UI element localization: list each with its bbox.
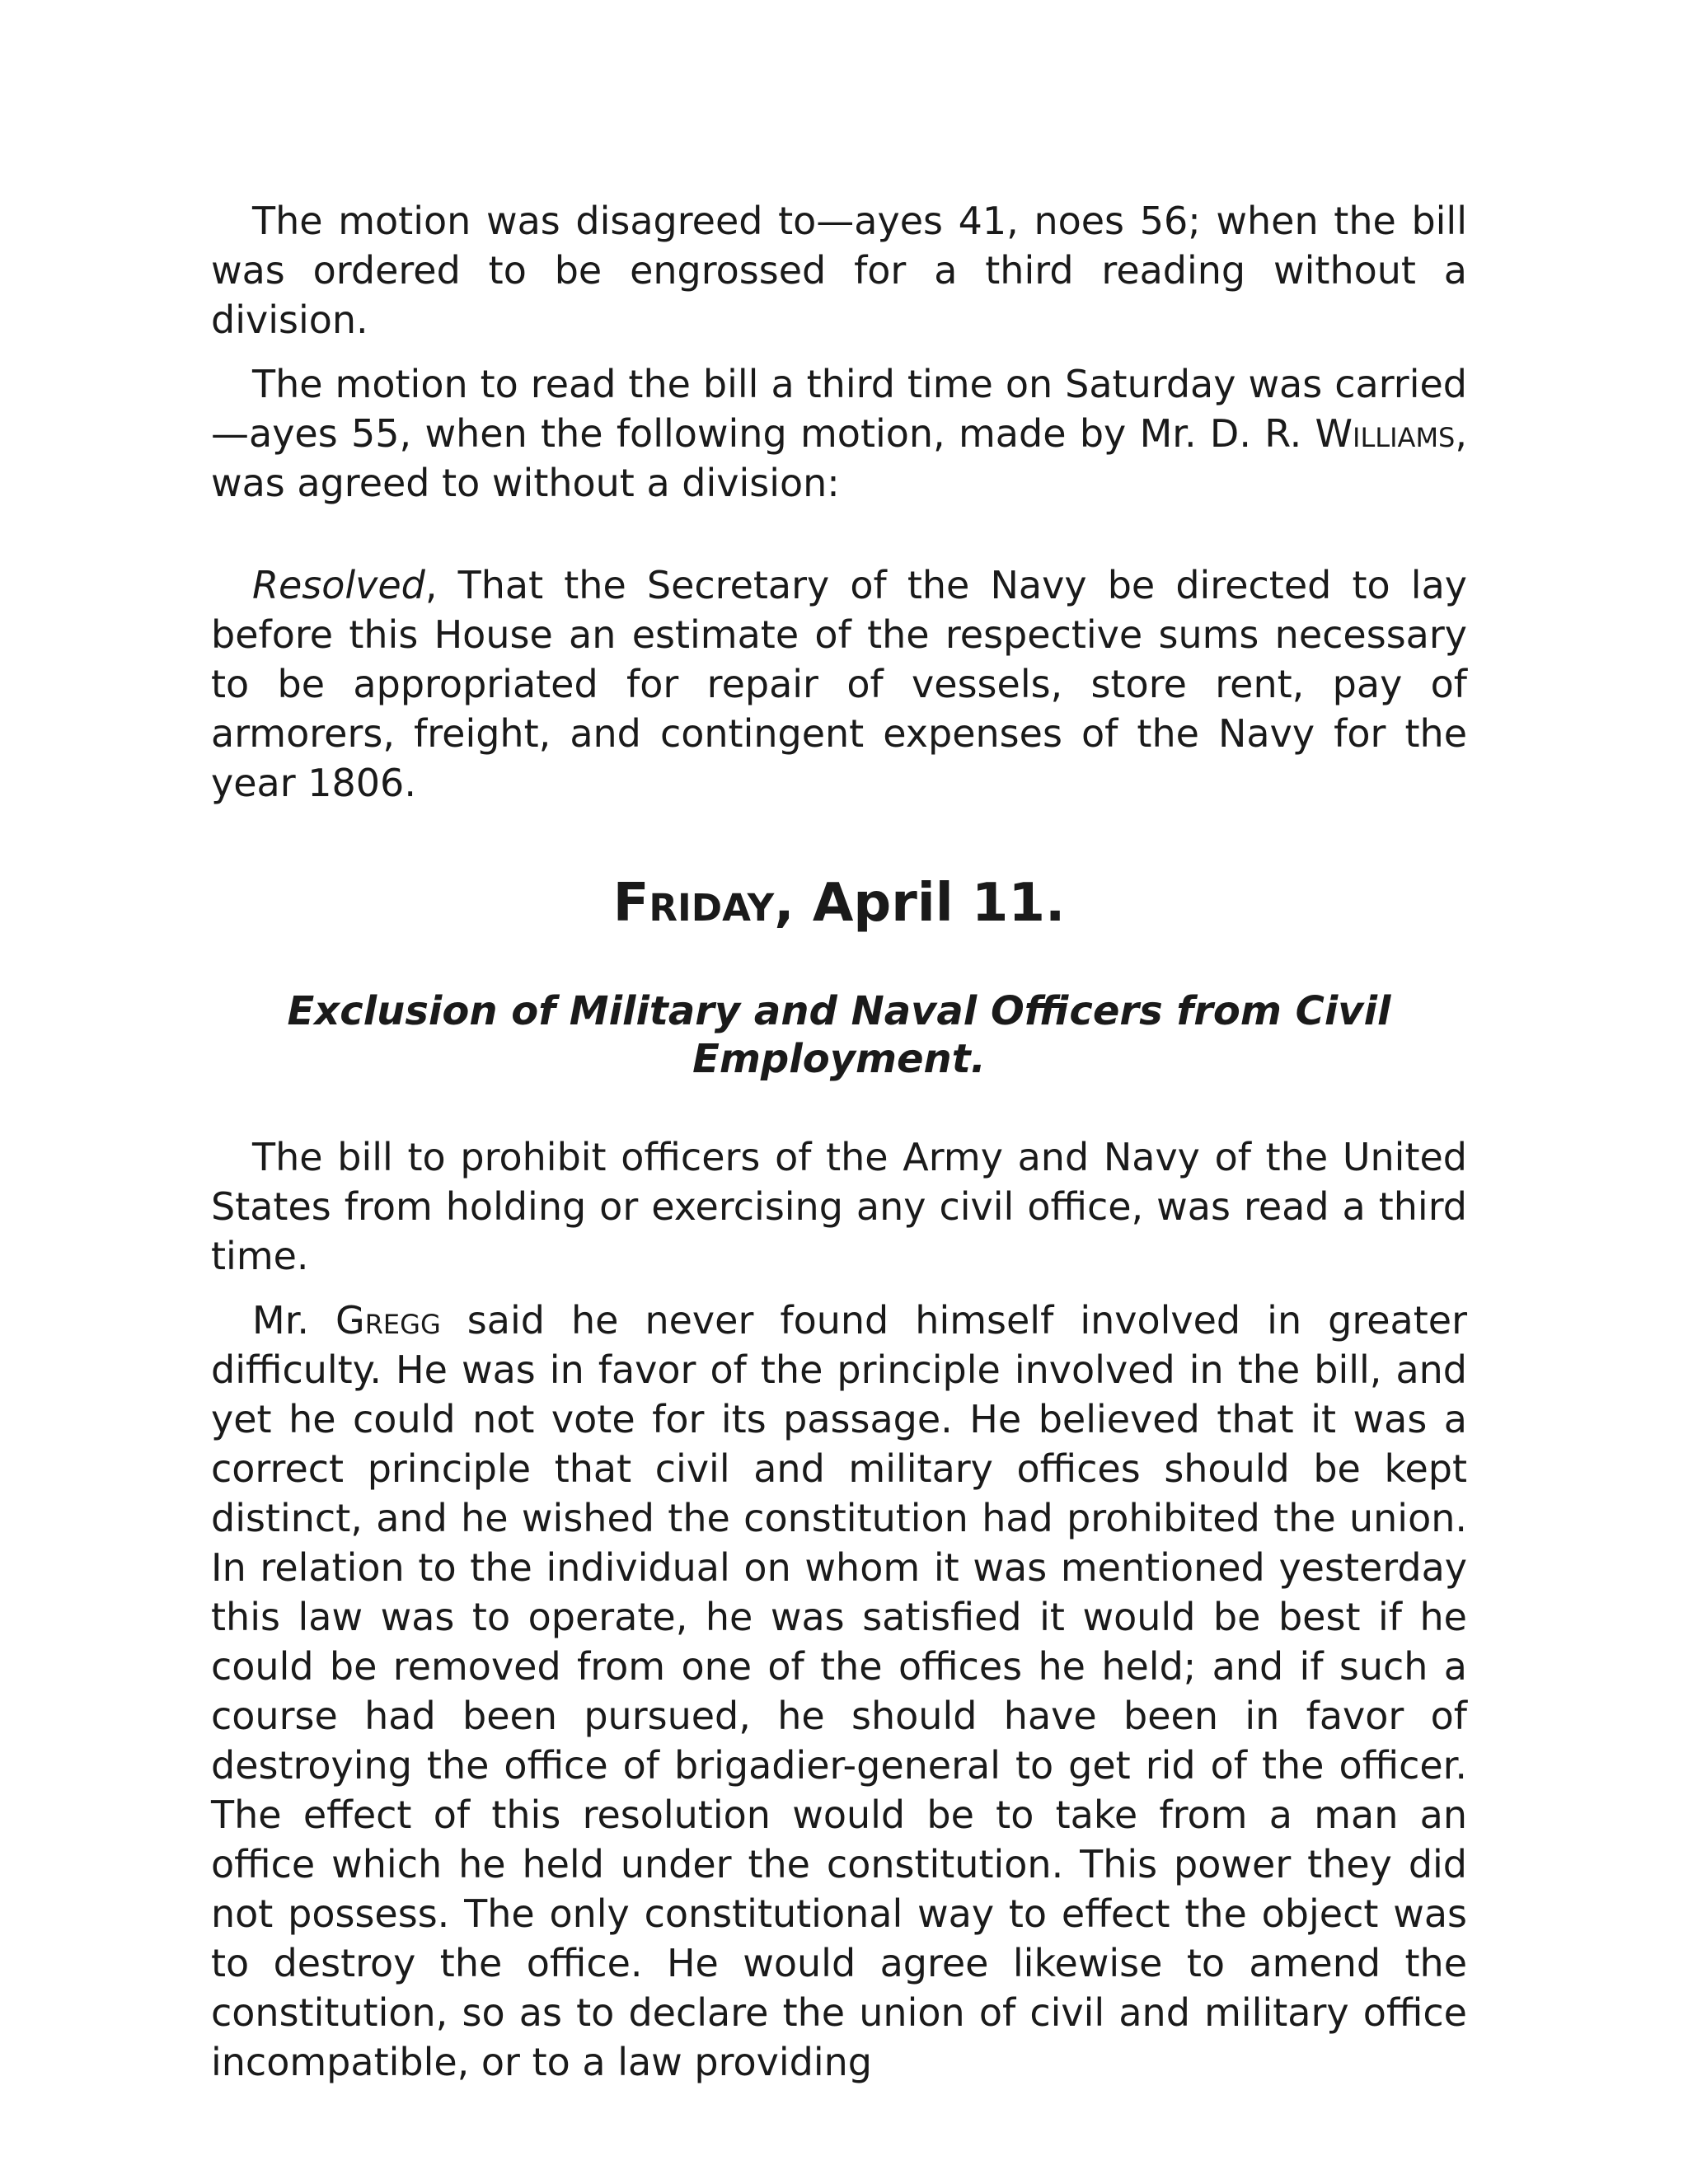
speaker-name: Gregg [335,1298,441,1343]
paragraph-motion-disagreed: The motion was disagreed to—ayes 41, noes 56; when the bill was ordered to be engrossed for a third reading without a division. [211,199,1467,342]
resolved-lead: Resolved [252,563,425,607]
day-heading: Friday, April 11. [612,873,1066,934]
paragraph-bill-third-reading: The bill to prohibit officers of the Army and Navy of the United States from holding or exercising any civil office, was read a third time. [211,1135,1467,1278]
paragraph-gregg-speech: Mr. Gregg said he never found himself involved in greater difficulty. He was in favor of the principle involved in the bill, and yet he could not vote for its passage. He believed that it was a correct principle that civil and military offices should be kept distinct, and he wished the constitution had prohibited the union. In relation to the individual on whom it was mentioned yesterday this law was to operate, he was satisfied it would be best if he could be removed from one of the offices he held; and if such a course had been pursued, he should have been in favor of destroying the office of brigadier-general to get rid of the officer. The effect of this resolution would be to take from a man an office which he held under the constitution. This power they did not possess. The only constitutional way to effect the object was to destroy the office. He would agree likewise to amend the constitution, so as to declare the union of civil and military office incompatible, or to a law providing [211,1298,1467,2084]
paragraph-third-reading-motion: The motion to read the bill a third time on Saturday was carried—ayes 55, when the following motion, made by Mr. D. R. Williams, was agreed to without a division: [211,362,1467,505]
document-page [211,196,1467,2087]
paragraph-resolution: Resolved, That the Secretary of the Navy be directed to lay before this House an estimate of the respective sums necessary to be appropriated for repair of vessels, store rent, pay of armorers, freight, and contingent expenses of the Navy for the year 1806. [211,563,1467,805]
speaker-name: Williams [1315,411,1456,456]
section-heading: Exclusion of Military and Naval Officers from Civil Employment. [287,988,1391,1082]
